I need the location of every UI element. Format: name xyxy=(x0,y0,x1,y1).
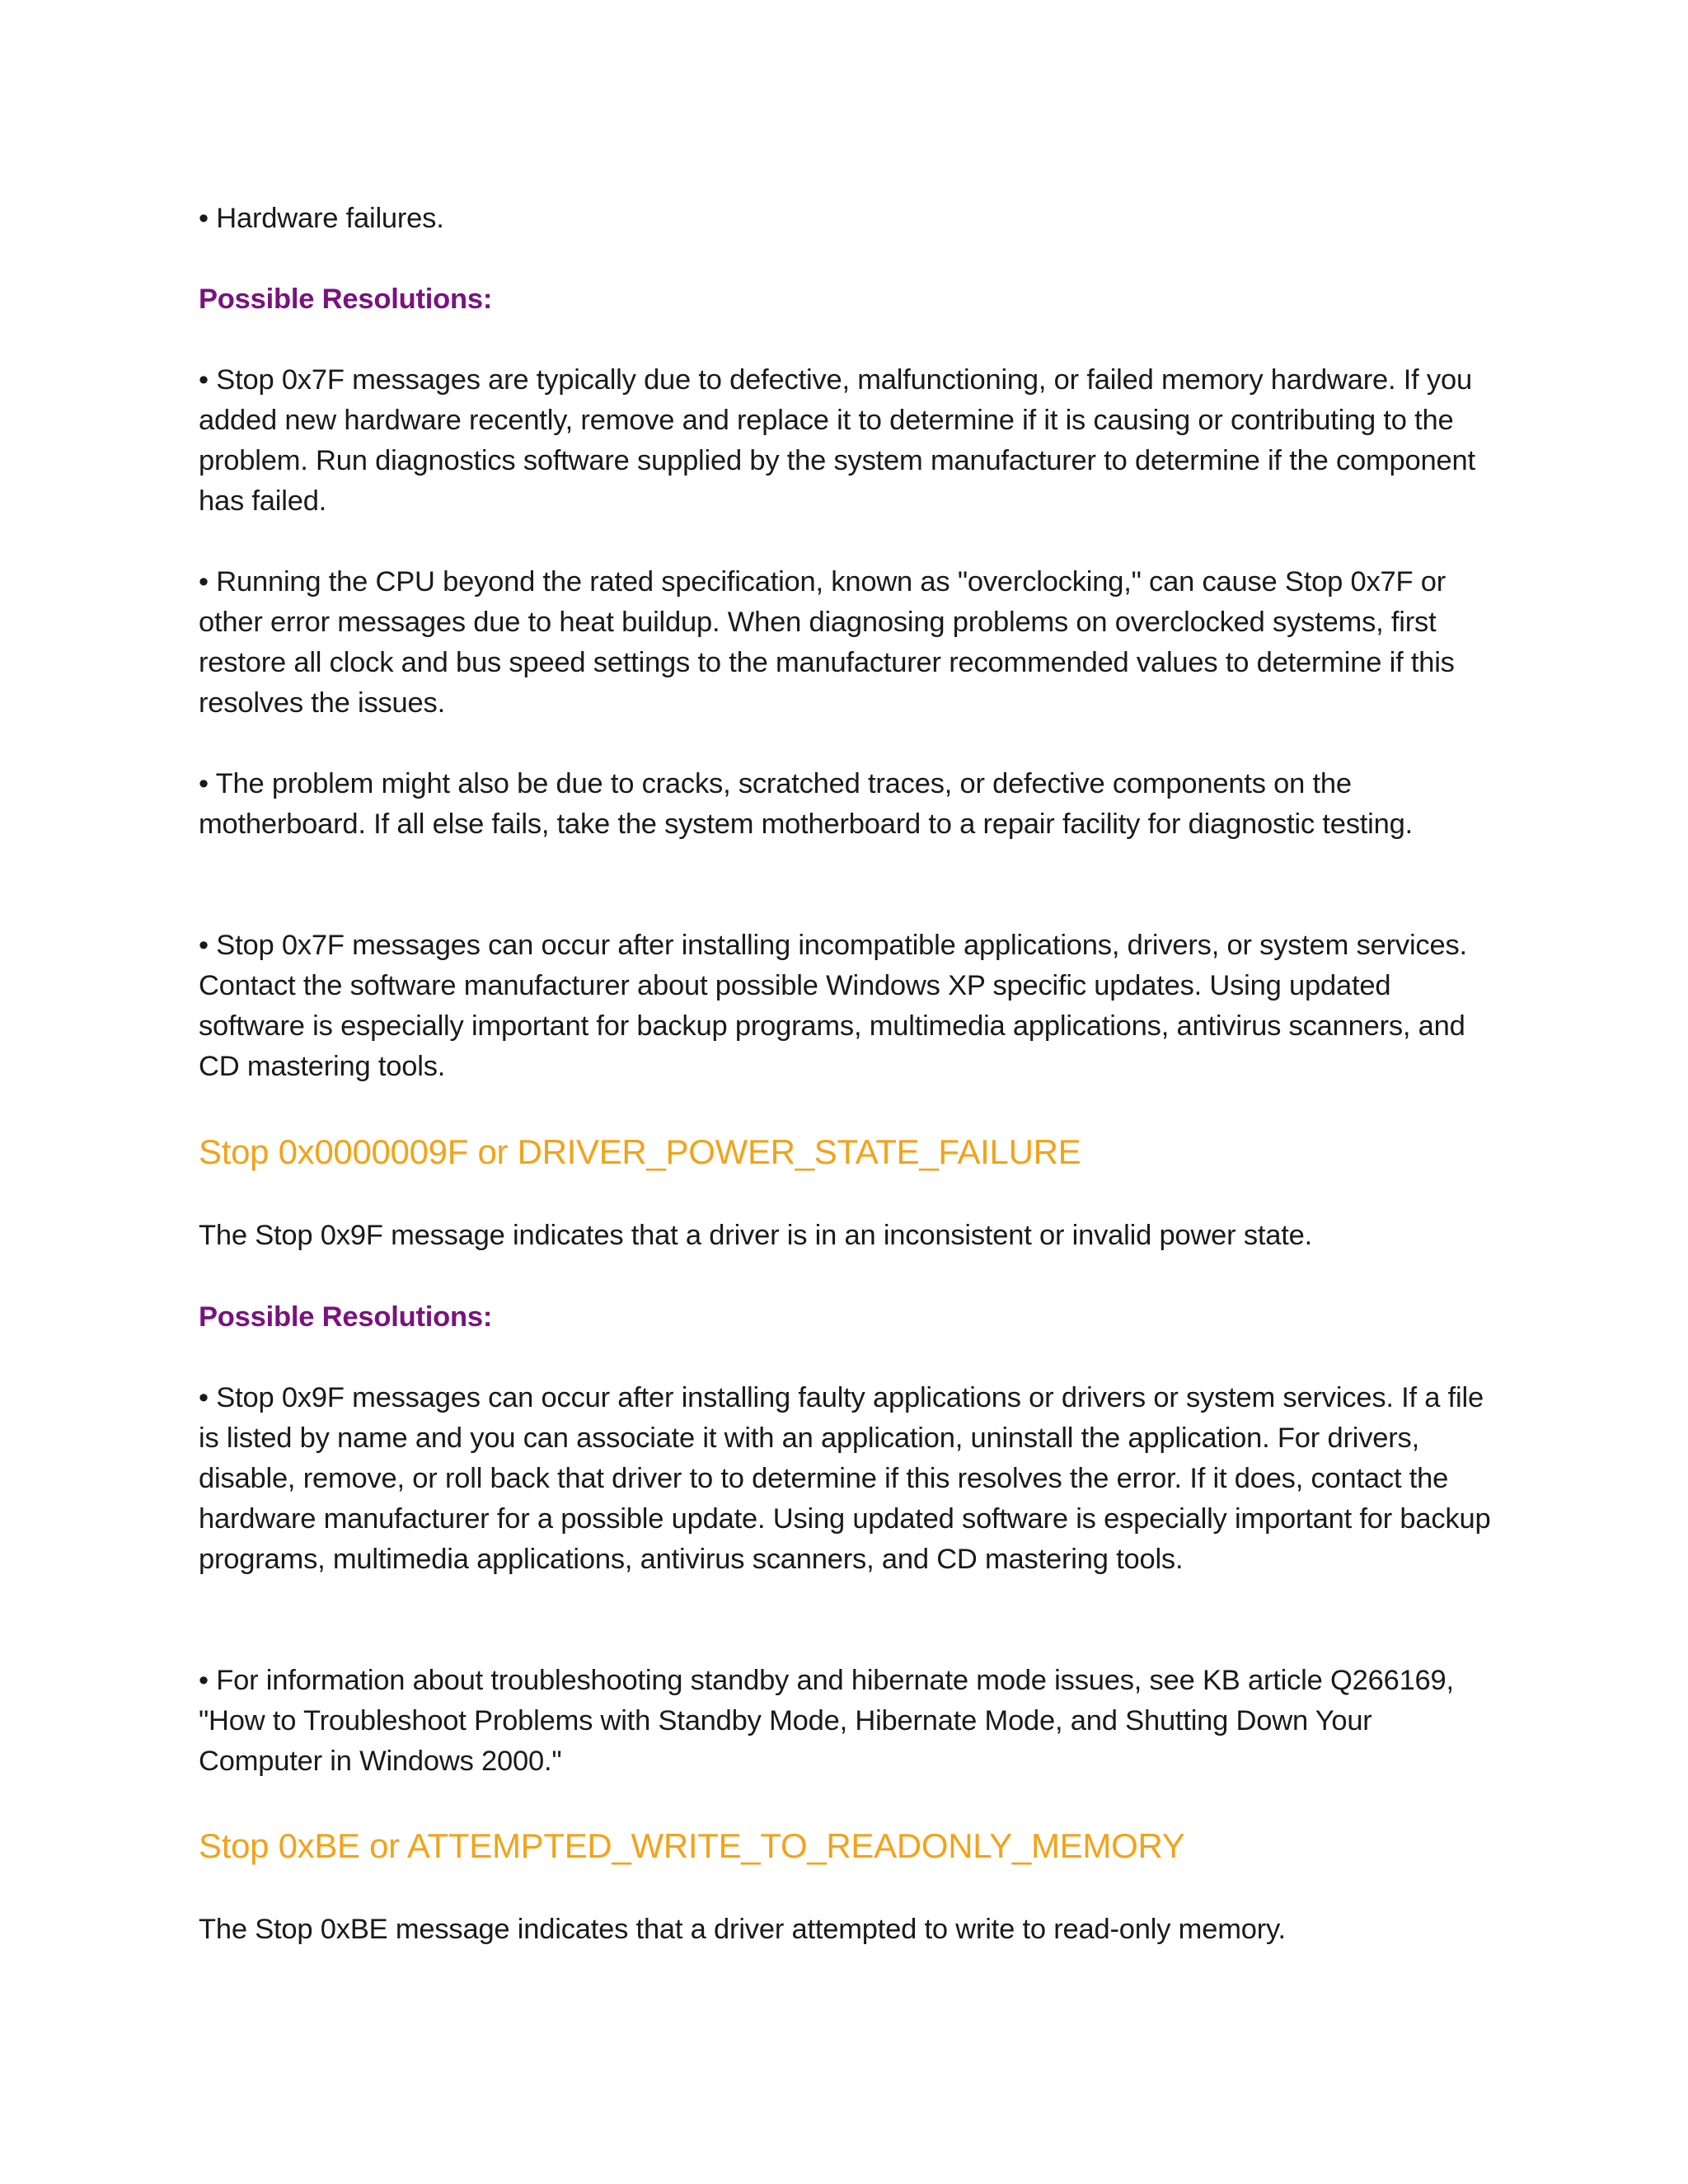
section-heading-0x9f: Stop 0x0000009F or DRIVER_POWER_STATE_FAILURE xyxy=(199,1132,1081,1171)
section-description-0xbe: The Stop 0xBE message indicates that a driver attempted to write to read-only memory. xyxy=(199,1914,1286,1945)
resolution-bullet-7f-memory: • Stop 0x7F messages are typically due to defective, malfunctioning, or failed memory hardware. If you added new hardware recently, remove and replace it to determine if it is causing or contributing to the problem. Run diagnostics software supplied by the system manufacturer to determine if the component has failed. xyxy=(199,364,1475,517)
possible-resolutions-label: Possible Resolutions: xyxy=(199,1301,493,1333)
possible-resolutions-label: Possible Resolutions: xyxy=(199,284,493,315)
resolution-bullet-9f-kb-article: • For information about troubleshooting standby and hibernate mode issues, see KB article Q266169, "How to Troubleshoot Problems with Standby Mode, Hibernate Mode, and Shutting Down Your Computer in Windows 2000." xyxy=(199,1665,1454,1777)
resolution-bullet-7f-motherboard: • The problem might also be due to cracks, scratched traces, or defective components on the motherboard. If all else fails, take the system motherboard to a repair facility for diagnostic testing. xyxy=(199,768,1413,840)
bullet-hardware-failures: • Hardware failures. xyxy=(199,203,444,234)
resolution-bullet-7f-software: • Stop 0x7F messages can occur after installing incompatible applications, drivers, or system services. Contact the software manufacturer about possible Windows XP specific updates. Using updated software is especially important for backup programs, multimedia applications, antivirus scanners, and CD mastering tools. xyxy=(199,930,1467,1082)
section-heading-0xbe: Stop 0xBE or ATTEMPTED_WRITE_TO_READONLY_MEMORY xyxy=(199,1826,1185,1865)
resolution-bullet-7f-overclocking: • Running the CPU beyond the rated specification, known as "overclocking," can cause Stop 0x7F or other error messages due to heat buildup. When diagnosing problems on overclocked systems, first restore all clock and bus speed settings to the manufacturer recommended values to determine if this resolves the issues. xyxy=(199,566,1455,719)
section-description-0x9f: The Stop 0x9F message indicates that a driver is in an inconsistent or invalid power state. xyxy=(199,1220,1313,1251)
resolution-bullet-9f-drivers: • Stop 0x9F messages can occur after installing faulty applications or drivers or system services. If a file is listed by name and you can associate it with an application, uninstall the application. For drivers, disable, remove, or roll back that driver to to determine if this resolves the error. If it does, contact the hardware manufacturer for a possible update. Using updated software is especially important for backup programs, multimedia applications, antivirus scanners, and CD mastering tools. xyxy=(199,1382,1491,1575)
